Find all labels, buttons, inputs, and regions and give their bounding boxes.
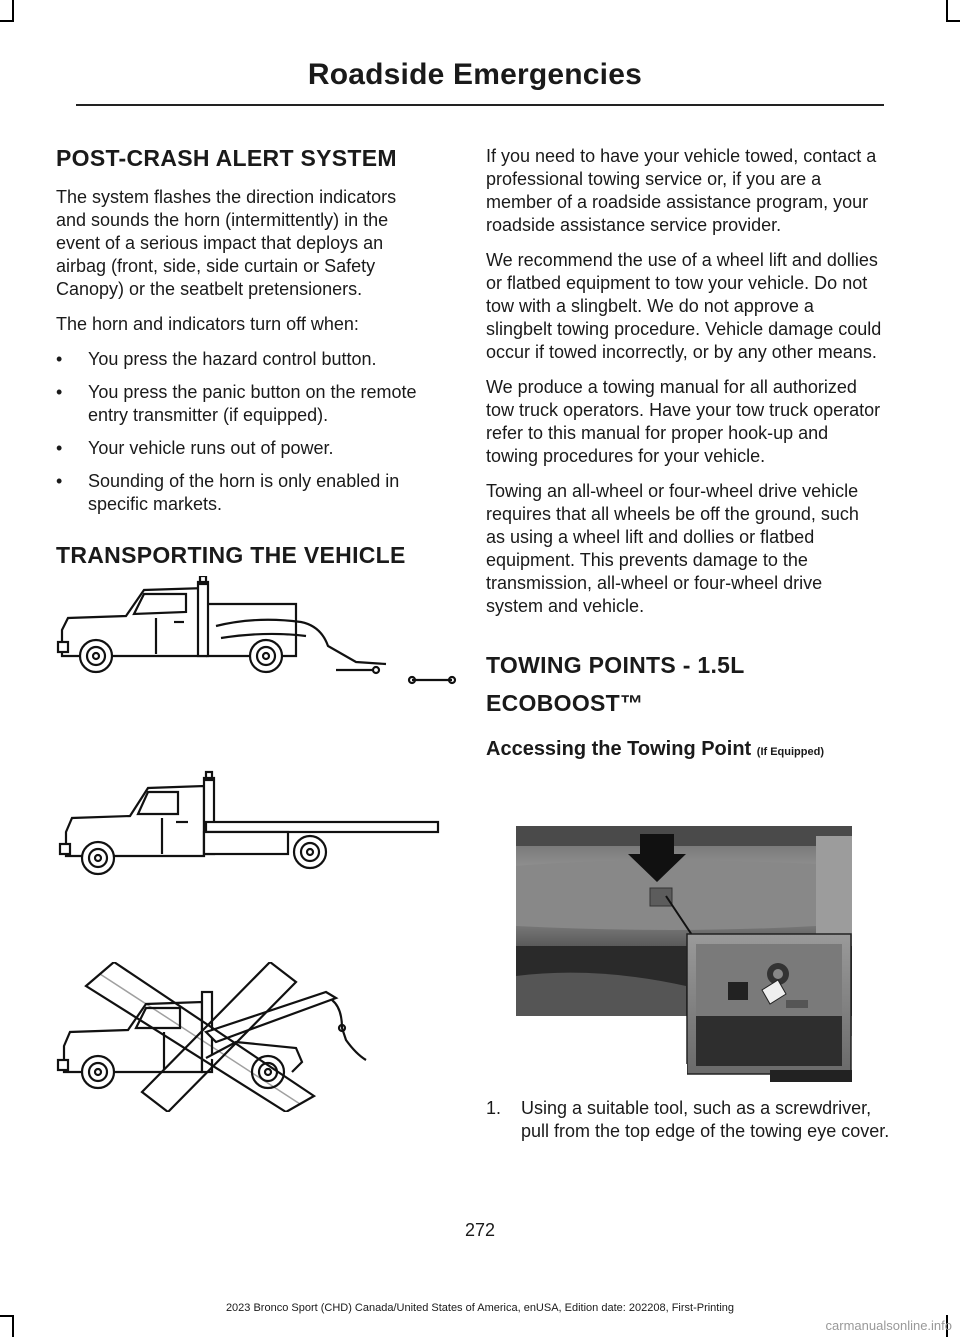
list-item: • Sounding of the horn is only enabled in specific markets.	[56, 471, 400, 514]
bullet: •	[56, 382, 63, 402]
section-heading-transporting: TRANSPORTING THE VEHICLE	[56, 542, 406, 568]
towing-eye-cover-photo	[516, 826, 852, 1082]
list-item: • You press the hazard control button.	[56, 349, 377, 369]
paragraph: Towing an all-wheel or four-wheel drive vehicle requires that all wheels be off the ground, such as using a wheel lift and dollies or flatbed equipment. This prevents damage to the transmission, all-wheel or four-wheel drive system and vehicle.	[486, 481, 859, 616]
crop-mark	[12, 1315, 14, 1337]
crop-mark	[946, 20, 960, 22]
crop-mark	[0, 1315, 14, 1317]
list-item: • Your vehicle runs out of power.	[56, 438, 334, 458]
paragraph: The horn and indicators turn off when:	[56, 314, 359, 334]
bullet-list	[56, 348, 428, 516]
subheading-note: (If Equipped)	[756, 746, 824, 758]
header-divider	[76, 104, 884, 106]
wheel-lift-tow-truck-illustration	[56, 576, 460, 700]
subheading-accessing-towing-point: Accessing the Towing Point (If Equipped)	[486, 738, 824, 760]
page-title: Roadside Emergencies	[307, 58, 642, 91]
list-item: • You press the panic button on the remote entry transmitter (if equipped).	[56, 382, 417, 425]
edition-footer: 2023 Bronco Sport (CHD) Canada/United States of America, enUSA, Edition date: 202208, First-Printing	[225, 1302, 735, 1314]
bullet: •	[56, 349, 63, 369]
right-column	[486, 145, 882, 773]
left-column	[56, 145, 428, 583]
page-number: 272	[464, 1220, 496, 1240]
paragraph: The system flashes the direction indicators and sounds the horn (intermittently) in the event of a serious impact that deploys an airbag (front, side, side curtain or Safety Canopy) or the seatbelt pretensioners.	[56, 187, 397, 299]
slingbelt-tow-truck-prohibited-illustration	[56, 962, 386, 1112]
crop-mark	[12, 0, 14, 22]
paragraph: We produce a towing manual for all authorized tow truck operators. Have your tow truck operator refer to this manual for proper hook-up and towing procedures for your vehicle.	[486, 377, 881, 466]
crop-mark	[946, 0, 948, 22]
bullet: •	[56, 471, 63, 491]
step-number: 1.	[486, 1098, 502, 1118]
instruction-step	[486, 1097, 891, 1143]
section-heading-towing-points: TOWING POINTS - 1.5L ECOBOOST™	[486, 652, 745, 716]
crop-mark	[0, 20, 14, 22]
flatbed-tow-truck-illustration	[56, 770, 446, 880]
paragraph: We recommend the use of a wheel lift and dollies or flatbed equipment to tow your vehicle. Do not tow with a slingbelt. We do not approve a slingbelt towing procedure. Vehicle damage could occur if towed incorrectly, or by any other means.	[486, 250, 882, 362]
section-heading-post-crash: POST-CRASH ALERT SYSTEM	[56, 145, 397, 171]
watermark: carmanualsonline.info	[825, 1318, 952, 1333]
step-text: Using a suitable tool, such as a screwdriver, pull from the top edge of the towing eye cover.	[521, 1098, 890, 1141]
bullet: •	[56, 438, 63, 458]
paragraph: If you need to have your vehicle towed, contact a professional towing service or, if you are a member of a roadside assistance program, your roadside assistance service provider.	[486, 146, 877, 235]
